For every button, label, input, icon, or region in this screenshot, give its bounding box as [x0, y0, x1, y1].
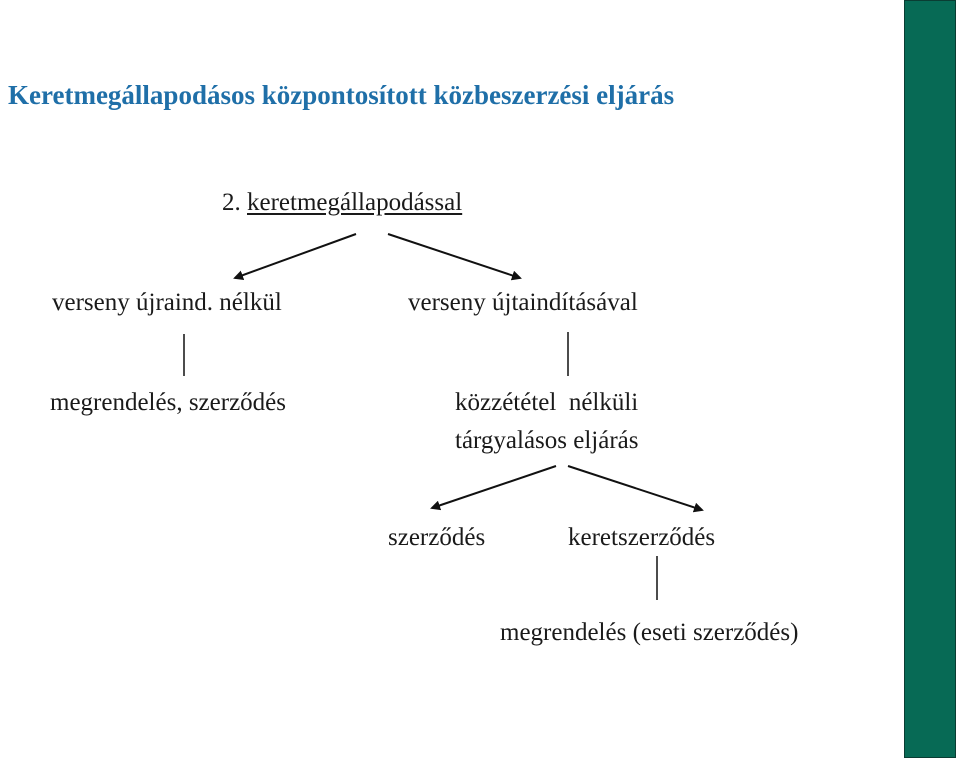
- root-number: 2.: [222, 189, 241, 216]
- negotiated-procedure-node-line2: tárgyalásos eljárás: [455, 427, 639, 454]
- accent-side-bar: [904, 0, 956, 758]
- root-label: keretmegállapodással: [247, 189, 463, 216]
- arrow-root-to-right: [388, 234, 520, 278]
- arrow-node-to-framework: [568, 466, 702, 510]
- right-branch-node: verseny újtaindításával: [408, 289, 638, 316]
- slide-title: Keretmegállapodásos központosított közbeszerzési eljárás: [8, 80, 675, 110]
- left-leaf-node: megrendelés, szerződés: [50, 389, 286, 416]
- arrow-node-to-contract: [432, 466, 556, 508]
- order-leaf-node: megrendelés (eseti szerződés): [500, 619, 799, 646]
- framework-contract-node: keretszerződés: [568, 524, 716, 551]
- arrow-root-to-left: [235, 234, 356, 278]
- contract-leaf-node: szerződés: [388, 524, 486, 551]
- negotiated-procedure-node-line1: közzététel nélküli: [455, 389, 639, 416]
- root-node: [222, 190, 462, 215]
- left-branch-node: verseny újraind. nélkül: [52, 289, 282, 316]
- procedure-tree-diagram: [0, 150, 900, 680]
